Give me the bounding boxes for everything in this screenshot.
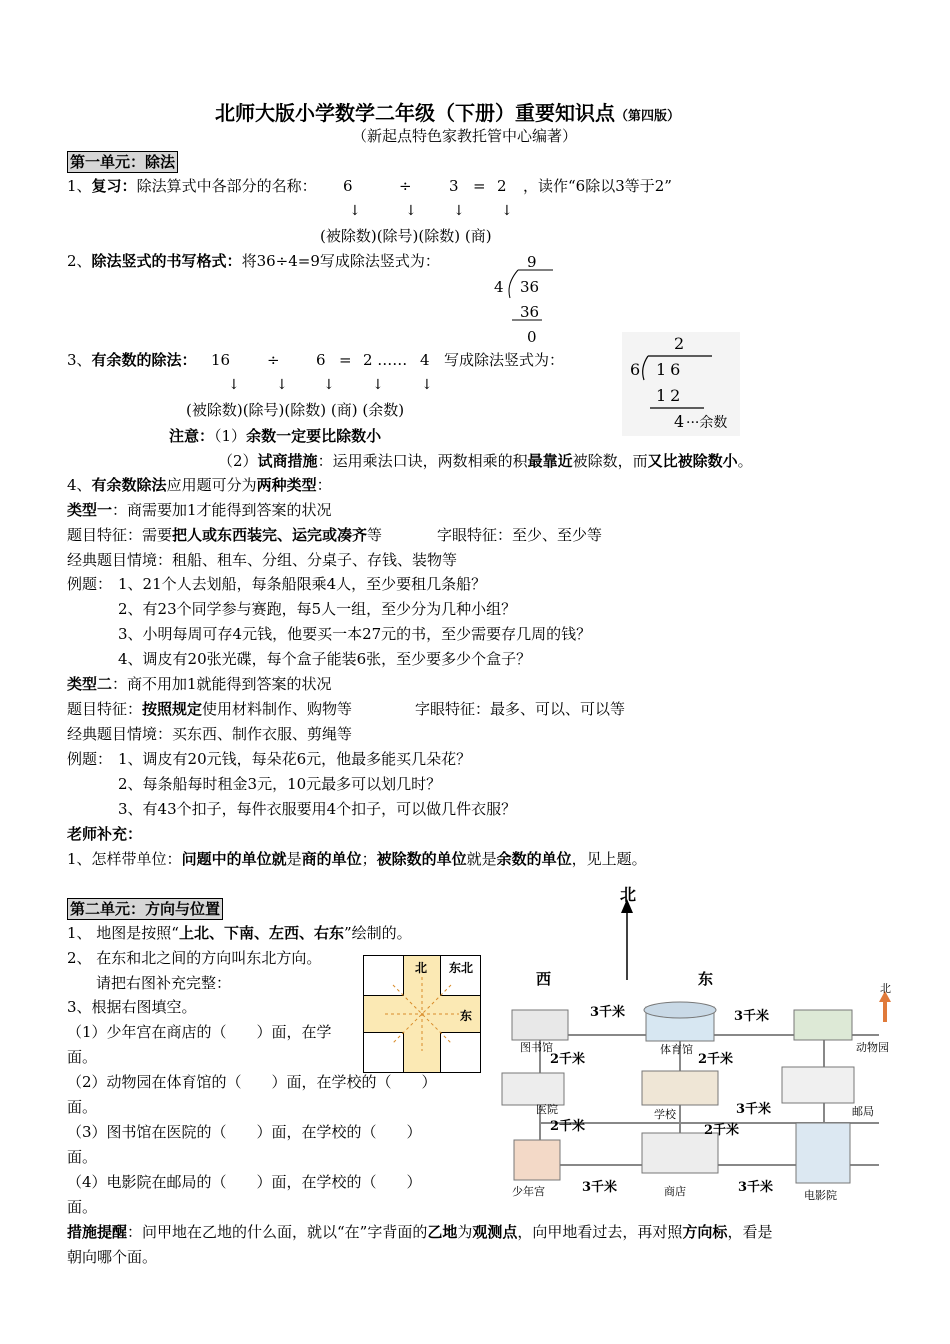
type1-example: 4、调皮有20张光碟，每个盒子能装6张，至少要多少个盒子？: [118, 650, 532, 668]
distance-label: 3千米: [738, 1180, 774, 1195]
tip-line-1: 措施提醒：问甲地在乙地的什么面，就以“在”字背面的乙地为观测点，向甲地看过去，再对照方向标，看是: [67, 1223, 773, 1241]
item1-line: 1、复习：除法算式中各部分的名称：: [67, 177, 317, 195]
distance-label: 3千米: [582, 1180, 618, 1195]
eq2-divisor: 6: [316, 351, 326, 369]
down-arrow-icon: ↓: [405, 203, 417, 219]
type1-example: 1、21个人去划船，每条船限乘4人，至少要租几条船？: [118, 575, 487, 593]
teacher-supplement-label: 老师补充：: [67, 825, 143, 843]
long-div2-divisor: 6: [630, 360, 641, 379]
eq1-divide-sign: ÷: [399, 177, 412, 195]
place-library: 图书馆: [520, 1041, 553, 1054]
place-school: 学校: [654, 1108, 676, 1121]
map-small-north-label: 北: [880, 982, 891, 995]
place-store: 商店: [664, 1185, 686, 1198]
eq1-part-names: (被除数)(除号)(除数) (商): [320, 227, 492, 245]
distance-label: 2千米: [704, 1123, 740, 1138]
type1-word-feature: 字眼特征：至少、至少等: [437, 526, 603, 544]
compass-diagram: [363, 955, 481, 1073]
compass-east-label: 东: [460, 1009, 473, 1023]
unit2-item2: 2、 在东和北之间的方向叫东北方向。: [67, 949, 322, 967]
place-stadium: 体育馆: [660, 1043, 693, 1056]
down-arrow-icon: ↓: [453, 203, 465, 219]
distance-label: 3千米: [736, 1102, 772, 1117]
compass-northeast-label: 东北: [449, 961, 474, 975]
eq2-equals: =: [339, 351, 352, 369]
long-div2-dividend: 16: [656, 360, 685, 379]
question-4-face: 面。: [67, 1198, 98, 1216]
place-hospital: 医院: [536, 1103, 558, 1116]
question-2: （2）动物园在体育馆的（ ）面，在学校的（ ）: [67, 1073, 437, 1091]
tip-line-2: 朝向哪个面。: [67, 1248, 158, 1266]
long-div2-quotient: 2: [674, 334, 685, 353]
long-div1-remainder: 0: [527, 328, 537, 346]
eq1-reading: ，读作“6除以3等于2”: [523, 177, 672, 195]
type2-feature: 题目特征：按照规定使用材料制作、购物等: [67, 700, 353, 718]
type1-example: 3、小明每周可存4元钱，他要买一本27元的书，至少需要存几周的钱？: [118, 625, 592, 643]
down-arrow-icon: ↓: [501, 203, 513, 219]
place-post-office: 邮局: [852, 1105, 874, 1118]
down-arrow-icon: ↓: [323, 377, 335, 393]
eq2-remainder: 4: [420, 351, 430, 369]
question-3: （3）图书馆在医院的（ ）面，在学校的（ ）: [67, 1123, 422, 1141]
long-div1-dividend: 36: [520, 278, 540, 296]
question-3-face: 面。: [67, 1148, 98, 1166]
eq1-divisor: 3: [449, 177, 459, 195]
type2-scene: 经典题目情境：买东西、制作衣服、剪绳等: [67, 725, 353, 743]
long-div2-product: 12: [656, 386, 685, 405]
unit2-item3: 3、根据右图填空。: [67, 998, 197, 1016]
place-zoo: 动物园: [856, 1041, 889, 1054]
distance-label: 3千米: [734, 1009, 770, 1024]
type1-heading: 类型一：商需要加1才能得到答案的状况: [67, 501, 332, 519]
type2-heading: 类型二：商不用加1就能得到答案的状况: [67, 675, 332, 693]
type2-examples-label: 例题：: [67, 750, 113, 768]
type2-example: 2、每条船每时租金3元，10元最多可以划几时？: [118, 775, 442, 793]
eq2-dividend: 16: [211, 351, 231, 369]
eq2-part-names: (被除数)(除号)(除数) (商) (余数): [186, 401, 405, 419]
eq2-quotient: 2 ……: [363, 351, 408, 369]
distance-label: 3千米: [590, 1005, 626, 1020]
unit2-item1: 1、 地图是按照“上北、下南、左西、右东”绘制的。: [67, 924, 412, 942]
item3-vertical-text: 写成除法竖式为：: [444, 351, 565, 369]
distance-label: 2千米: [550, 1119, 586, 1134]
type1-examples-label: 例题：: [67, 575, 113, 593]
down-arrow-icon: ↓: [421, 377, 433, 393]
type2-example: 1、调皮有20元钱，每朵花6元，他最多能买几朵花？: [118, 750, 472, 768]
note-line-1: 注意：（1）余数一定要比除数小: [169, 427, 382, 445]
distance-label: 2千米: [550, 1052, 586, 1067]
question-2-face: 面。: [67, 1098, 98, 1116]
edition-label: （第四版）: [615, 109, 681, 124]
document-title: 北师大版小学数学二年级（下册）重要知识点（第四版）: [215, 101, 681, 125]
long-division-bracket: [498, 268, 558, 324]
long-div2-remainder-label: ···余数: [686, 415, 728, 431]
long-div1-product: 36: [520, 303, 540, 321]
eq1-equals: =: [473, 177, 486, 195]
compass-north-label: 北: [415, 961, 428, 975]
eq2-divide-sign: ÷: [267, 351, 280, 369]
type2-example: 3、有43个扣子，每件衣服要用4个扣子，可以做几件衣服？: [118, 800, 517, 818]
unit2-item2-sub: 请把右图补充完整：: [96, 974, 232, 992]
eq1-quotient: 2: [497, 177, 507, 195]
map-east-label: 东: [698, 970, 714, 988]
question-1-face: 面。: [67, 1048, 98, 1066]
down-arrow-icon: ↓: [228, 377, 240, 393]
down-arrow-icon: ↓: [349, 203, 361, 219]
long-div2-remainder: 4: [674, 412, 685, 431]
long-div1-quotient: 9: [527, 253, 537, 271]
document-subtitle: （新起点特色家教托管中心编著）: [352, 127, 578, 145]
map-north-label: 北: [620, 885, 637, 904]
item4-line: 4、有余数除法应用题可分为两种类型：: [67, 476, 332, 494]
note-line-2: （2）试商措施：运用乘法口诀，两数相乘的积最靠近被除数，而又比被除数小。: [218, 452, 753, 470]
type1-feature: 题目特征：需要把人或东西装完、运完或凑齐等: [67, 526, 383, 544]
type2-word-feature: 字眼特征：最多、可以、可以等: [415, 700, 626, 718]
down-arrow-icon: ↓: [372, 377, 384, 393]
eq1-dividend: 6: [343, 177, 353, 195]
long-division-lines: [622, 332, 740, 436]
question-4: （4）电影院在邮局的（ ）面，在学校的（ ）: [67, 1173, 422, 1191]
unit2-heading: 第二单元：方向与位置: [67, 898, 223, 920]
town-map: [484, 885, 904, 1205]
item2-line: 2、除法竖式的书写格式：将36÷4=9写成除法竖式为：: [67, 252, 440, 270]
long-division-figure: [622, 332, 740, 436]
question-1: （1）少年宫在商店的（ ）面，在学: [67, 1023, 332, 1041]
place-youth-palace: 少年宫: [512, 1185, 545, 1198]
type1-scene: 经典题目情境：租船、租车、分组、分桌子、存钱、装物等: [67, 551, 458, 569]
teacher-supplement-text: 1、怎样带单位：问题中的单位就是商的单位；被除数的单位就是余数的单位，见上题。: [67, 850, 647, 868]
unit1-heading: 第一单元：除法: [67, 151, 178, 173]
distance-label: 2千米: [698, 1052, 734, 1067]
place-cinema: 电影院: [804, 1189, 837, 1202]
long-div1-divisor: 4: [494, 278, 504, 296]
map-west-label: 西: [536, 970, 552, 988]
item3-line: 3、有余数的除法：: [67, 351, 197, 369]
type1-example: 2、有23个同学参与赛跑，每5人一组，至少分为几种小组？: [118, 600, 517, 618]
down-arrow-icon: ↓: [276, 377, 288, 393]
